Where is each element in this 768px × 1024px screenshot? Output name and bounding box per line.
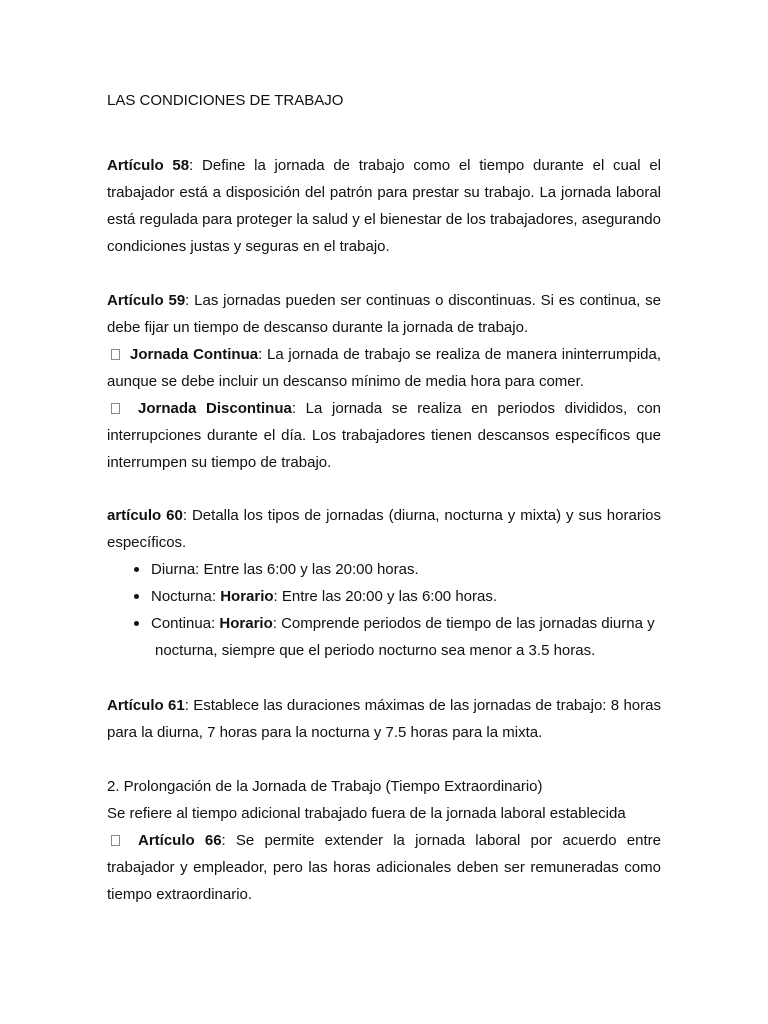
list-item-continua [107, 610, 661, 637]
jornada-discontinua-text: : La jornada se realiza en periodos divididos, con interrupciones durante el día. Los trabajadores tienen descansos específicos que interrumpen su tiempo de trabajo. [107, 400, 662, 471]
article-66-text: : Se permite extender la jornada laboral por acuerdo entre trabajador y empleador, pero las horas adicionales deben ser remuneradas como tiempo extraordinario. [107, 832, 661, 903]
article-66-item [107, 827, 661, 908]
article-59 [107, 287, 661, 476]
bullet-icon [134, 621, 139, 626]
article-60-label: artículo 60 [107, 507, 183, 524]
checkbox-glyph-icon [111, 349, 120, 360]
diurna-text: Diurna: Entre las 6:00 y las 20:00 horas. [151, 561, 419, 578]
list-item-nocturna [107, 583, 661, 610]
jornada-continua-label: Jornada Continua [130, 346, 259, 363]
nocturna-horario-label: Horario [220, 588, 274, 605]
document-title: LAS CONDICIONES DE TRABAJO [107, 92, 344, 109]
nocturna-pre: Nocturna: [151, 588, 221, 605]
article-61-text: : Establece las duraciones máximas de las jornadas de trabajo: 8 horas para la diurna, 7 horas para la nocturna y 7.5 horas para la mixta. [107, 697, 661, 741]
jornada-continua-item [107, 341, 661, 395]
article-66-label: Artículo 66 [138, 832, 222, 849]
article-60 [107, 502, 661, 664]
jornada-types-list [107, 556, 661, 637]
section-2 [107, 773, 661, 908]
article-58-label: Artículo 58 [107, 157, 190, 174]
nocturna-post: : Entre las 20:00 y las 6:00 horas. [273, 588, 498, 605]
bullet-icon [134, 567, 139, 572]
article-59-text: : Las jornadas pueden ser continuas o discontinuas. Si es continua, se debe fijar un tiempo de descanso durante la jornada de trabajo. [107, 292, 661, 336]
article-59-paragraph [107, 287, 661, 341]
article-58-paragraph [107, 152, 661, 260]
continua-horario-label: Horario [219, 615, 273, 632]
section-2-heading: 2. Prolongación de la Jornada de Trabajo (Tiempo Extraordinario) [107, 778, 543, 795]
article-60-paragraph [107, 502, 661, 556]
list-item-diurna [107, 556, 661, 583]
checkbox-glyph-icon [111, 403, 120, 414]
article-59-label: Artículo 59 [107, 292, 186, 309]
continua-continuation: nocturna, siempre que el periodo nocturno sea menor a 3.5 horas. [155, 642, 596, 659]
article-58-text: : Define la jornada de trabajo como el tiempo durante el cual el trabajador está a disposición del patrón para prestar su trabajo. La jornada laboral está regulada para proteger la salud y el bienestar de los trabajadores, asegurando condiciones justas y seguras en el trabajo. [107, 157, 661, 255]
section-2-intro: Se refiere al tiempo adicional trabajado fuera de la jornada laboral establecida [107, 805, 626, 822]
checkbox-glyph-icon [111, 835, 120, 846]
article-61-paragraph [107, 692, 661, 746]
bullet-icon [134, 594, 139, 599]
jornada-discontinua-label: Jornada Discontinua [138, 400, 292, 417]
jornada-continua-text: : La jornada de trabajo se realiza de manera ininterrumpida, aunque se debe incluir un descanso mínimo de media hora para comer. [107, 346, 662, 390]
article-61-label: Artículo 61 [107, 697, 185, 714]
jornada-discontinua-item [107, 395, 661, 476]
continua-post: : Comprende periodos de tiempo de las jornadas diurna y [272, 615, 655, 632]
article-58 [107, 152, 661, 260]
article-60-text: : Detalla los tipos de jornadas (diurna, nocturna y mixta) y sus horarios específicos. [107, 507, 662, 551]
continua-pre: Continua: [151, 615, 220, 632]
article-61 [107, 692, 661, 746]
